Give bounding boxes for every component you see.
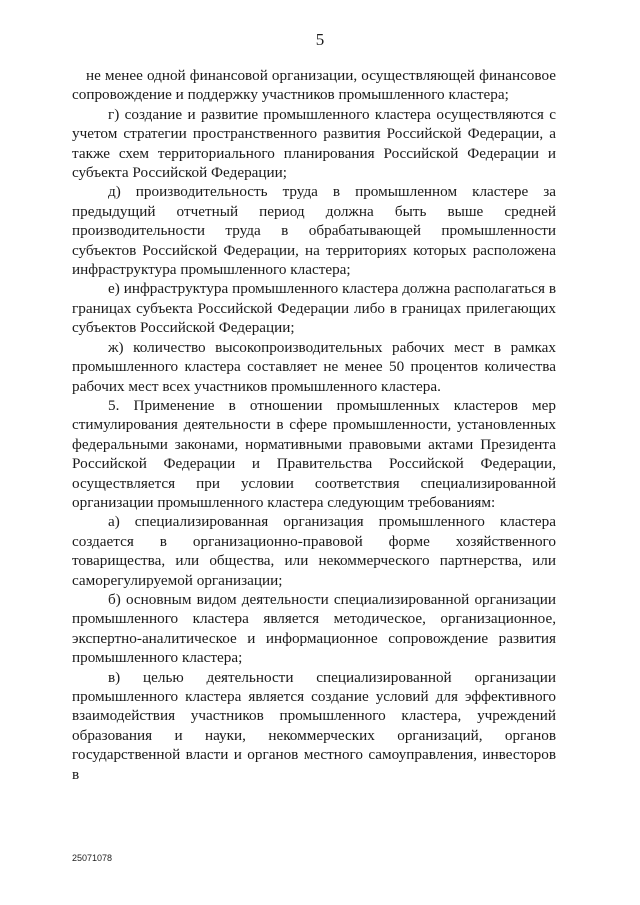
paragraph: ж) количество высокопроизводительных рабочих мест в рамках промышленного кластера составляет не менее 50 процентов количества рабочих мест всех участников промышленного кластера. <box>72 338 556 395</box>
paragraph: д) производительность труда в промышленном кластере за предыдущий отчетный период должна быть выше средней производительности труда в обрабатывающей промышленности субъектов Российской Федерации, на территориях которых расположена инфраструктура промышленного кластера; <box>72 183 556 279</box>
paragraph: б) основным видом деятельности специализированной организации промышленного кластера является методическое, организационное, экспертно-аналитическое и информационное сопровождение развития промышленного кластера; <box>72 590 556 667</box>
page-number: 5 <box>315 30 325 49</box>
paragraph: а) специализированная организация промышленного кластера создается в организационно-правовой форме хозяйственного товарищества, или общества, или некоммерческого партнерства, или саморегулируемой организации; <box>72 513 556 589</box>
paragraph: в) целью деятельности специализированной организации промышленного кластера является создание условий для эффективного взаимодействия участников промышленного кластера, учреждений образования и науки, некоммерческих организаций, органов государственной власти и органов местного самоуправления, инвесторов в <box>72 668 556 783</box>
paragraph: г) создание и развитие промышленного кластера осуществляются с учетом стратегии пространственного развития Российской Федерации, а также схем территориального планирования Российской Федерации и субъекта Российской Федерации; <box>72 105 556 182</box>
paragraph: е) инфраструктура промышленного кластера должна располагаться в границах субъекта Российской Федерации либо в границах прилегающих субъектов Российской Федерации; <box>72 280 556 337</box>
paragraph: 5. Применение в отношении промышленных кластеров мер стимулирования деятельности в сфере промышленности, установленных федеральными законами, нормативными правовыми актами Президента Российской Федерации и Правительства Российской Федерации, осуществляется при условии соответствия специализированной организации промышленного кластера следующим требованиям: <box>72 396 556 511</box>
paragraph: не менее одной финансовой организации, осуществляющей финансовое сопровождение и поддержку участников промышленного кластера; <box>72 67 556 104</box>
document-body <box>72 66 556 784</box>
document-code: 25071078 <box>72 853 113 863</box>
